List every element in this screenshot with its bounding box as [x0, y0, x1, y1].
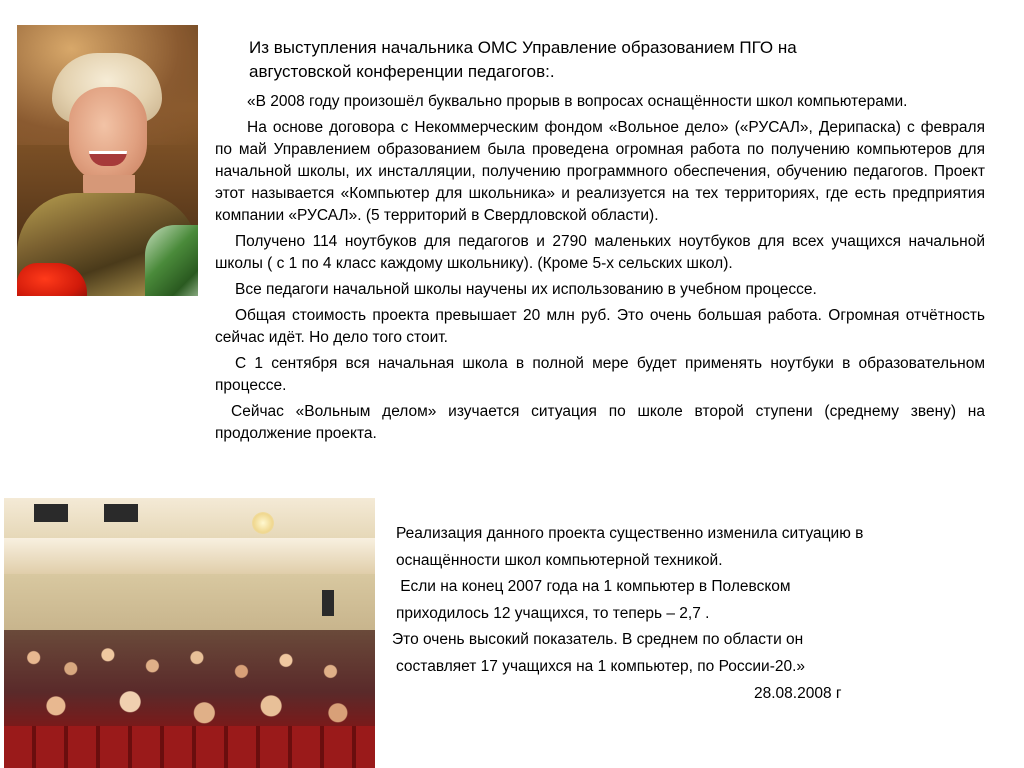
- paragraph: «В 2008 году произошёл буквально прорыв в вопросах оснащённости школ компьютерами.: [247, 93, 908, 110]
- title-line-1: Из выступления начальника ОМС Управление образованием ПГО на: [249, 38, 797, 57]
- conclusion-line: составляет 17 учащихся на 1 компьютер, по России-20.»: [396, 657, 806, 675]
- photo-window: [104, 504, 138, 522]
- photo-seats: [4, 726, 375, 768]
- photo-face: [69, 87, 147, 183]
- speech-conclusion: [392, 521, 992, 680]
- paragraph: Получено 114 ноутбуков для педагогов и 2790 маленьких ноутбуков для всех учащихся начальной школы ( с 1 по 4 класс каждому школьнику). (Кроме 5-х сельских школ).: [215, 233, 985, 272]
- conclusion-line: Если на конец 2007 года на 1 компьютер в Полевском: [396, 578, 791, 595]
- photo-window: [34, 504, 68, 522]
- paragraph: Общая стоимость проекта превышает 20 млн руб. Это очень большая работа. Огромная отчётность сейчас идёт. Но дело того стоит.: [215, 307, 985, 346]
- paragraph: С 1 сентября вся начальная школа в полной мере будет применять ноутбуки в образовательном процессе.: [215, 355, 985, 394]
- conclusion-line: приходилось 12 учащихся, то теперь – 2,7 .: [396, 604, 710, 622]
- paragraph: Все педагоги начальной школы научены их использованию в учебном процессе.: [235, 281, 817, 298]
- conclusion-line: Это очень высокий показатель. В среднем по области он: [392, 631, 804, 648]
- auditorium-photo: [4, 498, 375, 768]
- photo-lamp: [252, 512, 274, 534]
- portrait-photo: [17, 25, 198, 296]
- photo-bouquet: [145, 225, 198, 296]
- conclusion-line: Реализация данного проекта существенно изменила ситуацию в: [396, 525, 864, 542]
- paragraph: На основе договора с Некоммерческим фондом «Вольное дело» («РУСАЛ», Дерипаска) с февраля по май Управлением образованием была проведена огромная работа по получению компьютеров для начальной школы, их инсталляции, получению программного обеспечения, обучению педагогов. Проект этот называется «Компьютер для школьника» и реализуется на тех территориях, где есть предприятия компании «РУСАЛ». (5 территорий в Свердловской области).: [215, 119, 985, 224]
- title-line-2: августовской конференции педагогов:.: [249, 62, 555, 81]
- slide-title: [249, 36, 969, 84]
- paragraph: Сейчас «Вольным делом» изучается ситуация по школе второй ступени (среднему звену) на продолжение проекта.: [215, 403, 985, 442]
- conclusion-line: оснащённости школ компьютерной техникой.: [396, 551, 723, 569]
- speech-date: 28.08.2008 г: [754, 685, 842, 702]
- photo-balcony: [4, 538, 375, 577]
- speech-body: [215, 91, 985, 449]
- photo-speaker: [322, 590, 334, 616]
